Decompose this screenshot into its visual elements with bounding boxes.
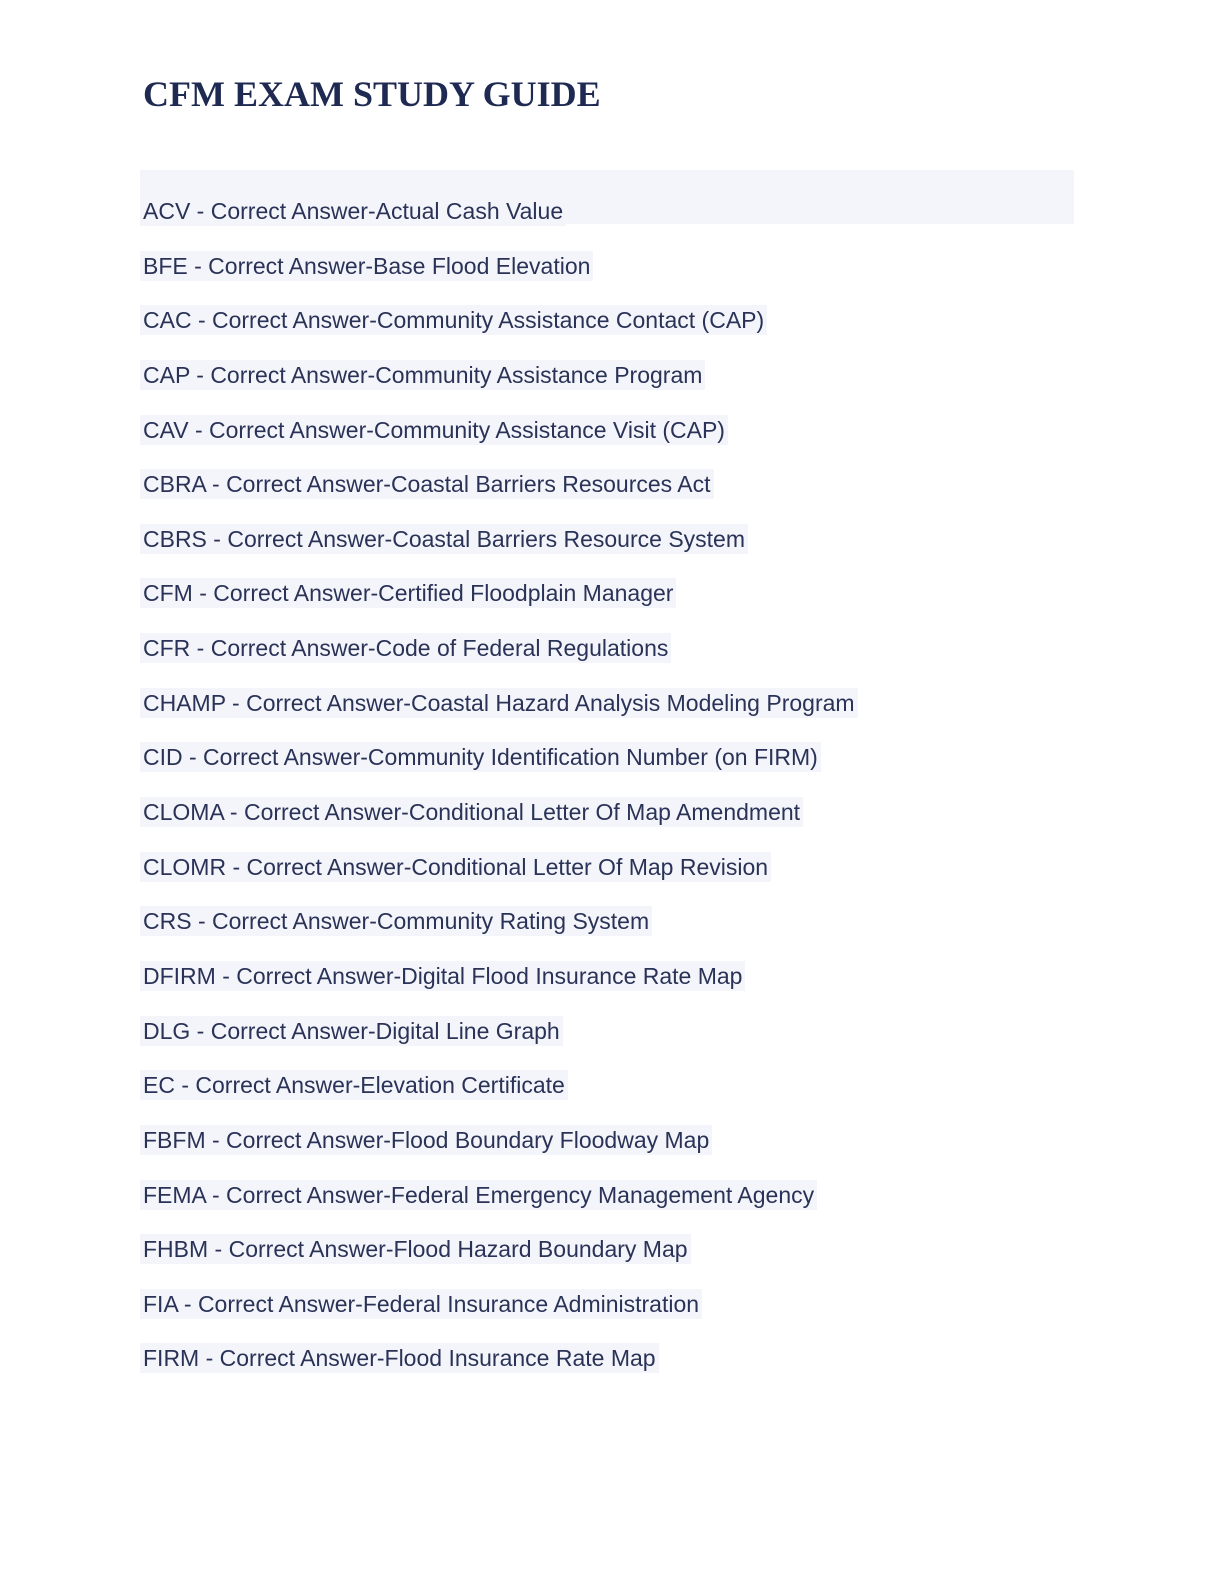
glossary-entry-text: CAP - Correct Answer-Community Assistance Program bbox=[140, 360, 705, 390]
glossary-entry bbox=[140, 524, 1080, 579]
glossary-entry-text: CBRS - Correct Answer-Coastal Barriers Resource System bbox=[140, 524, 748, 554]
document-title: CFM EXAM STUDY GUIDE bbox=[143, 74, 601, 114]
glossary-entry-text: CHAMP - Correct Answer-Coastal Hazard Analysis Modeling Program bbox=[140, 688, 858, 718]
glossary-entry bbox=[140, 852, 1080, 907]
glossary-entry-text: CID - Correct Answer-Community Identification Number (on FIRM) bbox=[140, 742, 821, 772]
glossary-entry bbox=[140, 251, 1080, 306]
glossary-entry bbox=[140, 469, 1080, 524]
glossary-entry bbox=[140, 1016, 1080, 1071]
glossary-entry-text: EC - Correct Answer-Elevation Certificate bbox=[140, 1070, 568, 1100]
glossary-entry bbox=[140, 1343, 1080, 1398]
glossary-entry bbox=[140, 633, 1080, 688]
glossary-entry-text: CLOMR - Correct Answer-Conditional Letter Of Map Revision bbox=[140, 852, 771, 882]
glossary-entry-text: CBRA - Correct Answer-Coastal Barriers Resources Act bbox=[140, 469, 714, 499]
glossary-entry-text: FHBM - Correct Answer-Flood Hazard Boundary Map bbox=[140, 1234, 691, 1264]
glossary-entry bbox=[140, 1070, 1080, 1125]
glossary-entry-text: CFR - Correct Answer-Code of Federal Regulations bbox=[140, 633, 671, 663]
glossary-entry bbox=[140, 906, 1080, 961]
glossary-entry bbox=[140, 688, 1080, 743]
glossary-entry bbox=[140, 1234, 1080, 1289]
glossary-entry-text: FIRM - Correct Answer-Flood Insurance Rate Map bbox=[140, 1343, 659, 1373]
glossary-entry-text: CLOMA - Correct Answer-Conditional Letter Of Map Amendment bbox=[140, 797, 803, 827]
glossary-entry-text: CAC - Correct Answer-Community Assistance Contact (CAP) bbox=[140, 305, 767, 335]
glossary-entry-text: DLG - Correct Answer-Digital Line Graph bbox=[140, 1016, 563, 1046]
glossary-entry-text: CFM - Correct Answer-Certified Floodplain Manager bbox=[140, 578, 676, 608]
glossary-list bbox=[140, 196, 1080, 1398]
glossary-entry bbox=[140, 1180, 1080, 1235]
glossary-entry bbox=[140, 196, 1080, 251]
glossary-entry bbox=[140, 961, 1080, 1016]
glossary-entry bbox=[140, 578, 1080, 633]
glossary-entry-text: CRS - Correct Answer-Community Rating System bbox=[140, 906, 652, 936]
glossary-entry bbox=[140, 797, 1080, 852]
glossary-entry bbox=[140, 360, 1080, 415]
glossary-entry-text: CAV - Correct Answer-Community Assistance Visit (CAP) bbox=[140, 415, 728, 445]
glossary-entry bbox=[140, 1289, 1080, 1344]
glossary-entry bbox=[140, 415, 1080, 470]
glossary-entry bbox=[140, 742, 1080, 797]
glossary-entry-text: FBFM - Correct Answer-Flood Boundary Floodway Map bbox=[140, 1125, 712, 1155]
glossary-entry-text: DFIRM - Correct Answer-Digital Flood Insurance Rate Map bbox=[140, 961, 745, 991]
glossary-entry-text: FIA - Correct Answer-Federal Insurance Administration bbox=[140, 1289, 702, 1319]
glossary-entry-text: BFE - Correct Answer-Base Flood Elevation bbox=[140, 251, 593, 281]
glossary-entry-text: ACV - Correct Answer-Actual Cash Value bbox=[140, 196, 566, 226]
glossary-entry bbox=[140, 1125, 1080, 1180]
glossary-entry-text: FEMA - Correct Answer-Federal Emergency Management Agency bbox=[140, 1180, 817, 1210]
glossary-entry bbox=[140, 305, 1080, 360]
